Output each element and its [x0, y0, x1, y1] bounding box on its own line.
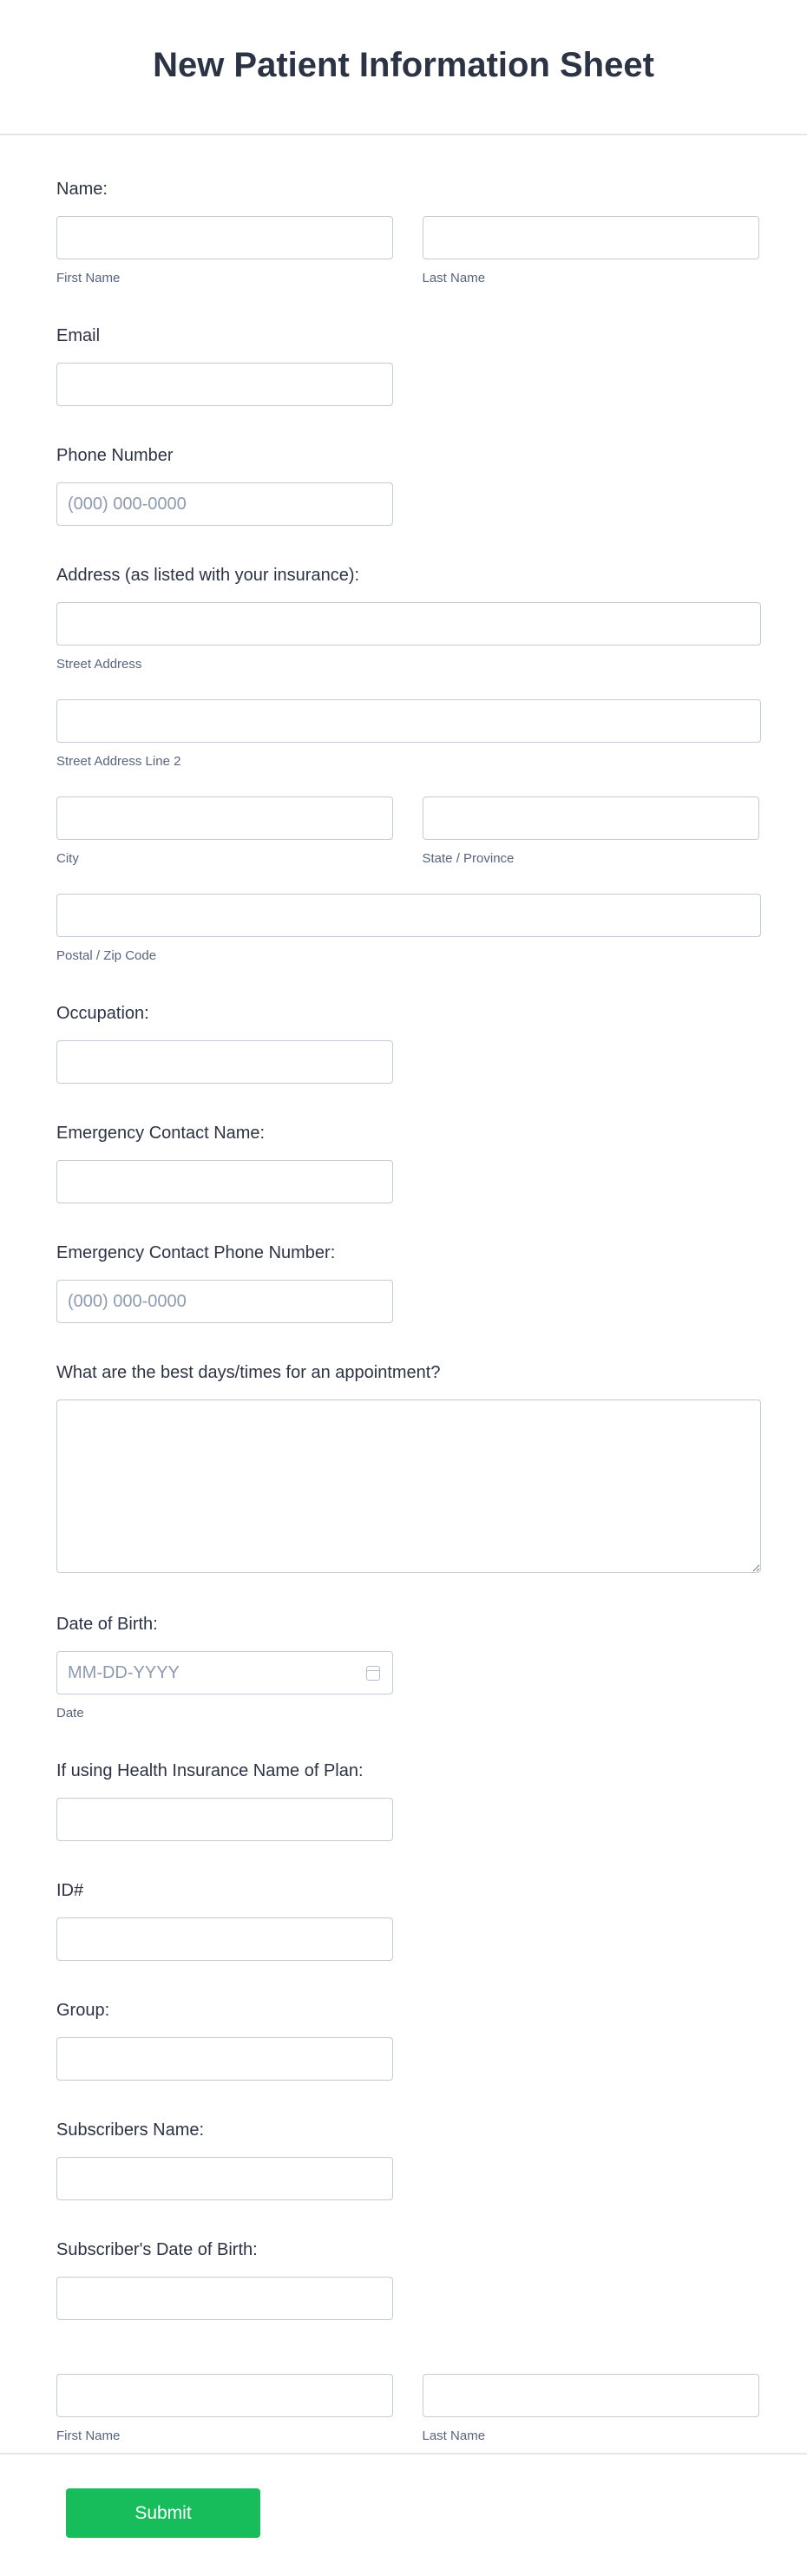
last-name-input[interactable]: [423, 216, 759, 259]
address-label: Address (as listed with your insurance):: [56, 566, 360, 585]
last-name-2-input[interactable]: [423, 2374, 759, 2417]
state-input[interactable]: [423, 796, 759, 840]
id-input[interactable]: [56, 1917, 393, 1961]
submit-button[interactable]: Submit: [66, 2488, 260, 2538]
street-address-2-input[interactable]: [56, 699, 761, 743]
phone-input[interactable]: [56, 482, 393, 526]
occupation-section: [56, 1003, 761, 1123]
footer-divider: [0, 2453, 807, 2455]
form-header: [0, 0, 807, 135]
phone-label: Phone Number: [56, 446, 174, 465]
postal-code-input[interactable]: [56, 894, 761, 937]
name2-section: [56, 2374, 761, 2483]
name-section: [56, 179, 761, 325]
city-input[interactable]: [56, 796, 393, 840]
email-section: [56, 325, 761, 445]
group-section: [56, 2000, 761, 2120]
street-address-sublabel: Street Address: [56, 657, 142, 672]
city-sublabel: City: [56, 851, 79, 866]
street-address-2-sublabel: Street Address Line 2: [56, 754, 181, 769]
insurance-plan-section: [56, 1760, 761, 1880]
email-label: Email: [56, 326, 101, 345]
emergency-phone-section: [56, 1242, 761, 1362]
appointment-label: What are the best days/times for an appointment?: [56, 1363, 441, 1382]
email-input[interactable]: [56, 363, 393, 406]
address-section: [56, 565, 761, 1003]
page-title: New Patient Information Sheet: [153, 45, 654, 84]
subscriber-dob-input[interactable]: [56, 2277, 393, 2320]
emergency-phone-label: Emergency Contact Phone Number:: [56, 1243, 336, 1262]
dob-label: Date of Birth:: [56, 1615, 158, 1634]
emergency-name-label: Emergency Contact Name:: [56, 1124, 266, 1143]
dob-placeholder: MM-DD-YYYY: [68, 1662, 180, 1682]
emergency-name-section: [56, 1123, 761, 1242]
id-section: [56, 1880, 761, 2000]
appointment-section: [56, 1362, 761, 1614]
first-name-input[interactable]: [56, 216, 393, 259]
emergency-phone-placeholder: (000) 000-0000: [68, 1291, 187, 1311]
street-address-input[interactable]: [56, 602, 761, 646]
state-sublabel: State / Province: [422, 851, 515, 866]
subscriber-dob-section: [56, 2239, 761, 2374]
last-name-sublabel: Last Name: [422, 271, 486, 285]
emergency-name-input[interactable]: [56, 1160, 393, 1203]
dob-sublabel: Date: [56, 1706, 84, 1721]
occupation-input[interactable]: [56, 1040, 393, 1084]
group-input[interactable]: [56, 2037, 393, 2081]
first-name-sublabel: First Name: [56, 271, 121, 285]
subscriber-name-label: Subscribers Name:: [56, 2120, 205, 2140]
postal-code-sublabel: Postal / Zip Code: [56, 948, 157, 963]
dob-input[interactable]: [56, 1651, 393, 1694]
appointment-textarea[interactable]: [56, 1399, 761, 1573]
phone-placeholder: (000) 000-0000: [68, 494, 187, 514]
first-name-2-input[interactable]: [56, 2374, 393, 2417]
emergency-phone-input[interactable]: [56, 1280, 393, 1323]
occupation-label: Occupation:: [56, 1004, 149, 1023]
insurance-plan-input[interactable]: [56, 1798, 393, 1841]
dob-section: [56, 1614, 761, 1760]
last-name-2-sublabel: Last Name: [422, 2429, 486, 2443]
subscriber-name-section: [56, 2120, 761, 2239]
insurance-plan-label: If using Health Insurance Name of Plan:: [56, 1761, 364, 1780]
id-label: ID#: [56, 1881, 84, 1900]
calendar-icon[interactable]: [366, 1666, 380, 1681]
patient-form: [0, 135, 807, 2483]
group-label: Group:: [56, 2001, 110, 2020]
phone-section: [56, 445, 761, 565]
name-label: Name:: [56, 180, 108, 199]
first-name-2-sublabel: First Name: [56, 2429, 121, 2443]
subscriber-dob-label: Subscriber's Date of Birth:: [56, 2240, 258, 2259]
subscriber-name-input[interactable]: [56, 2157, 393, 2200]
